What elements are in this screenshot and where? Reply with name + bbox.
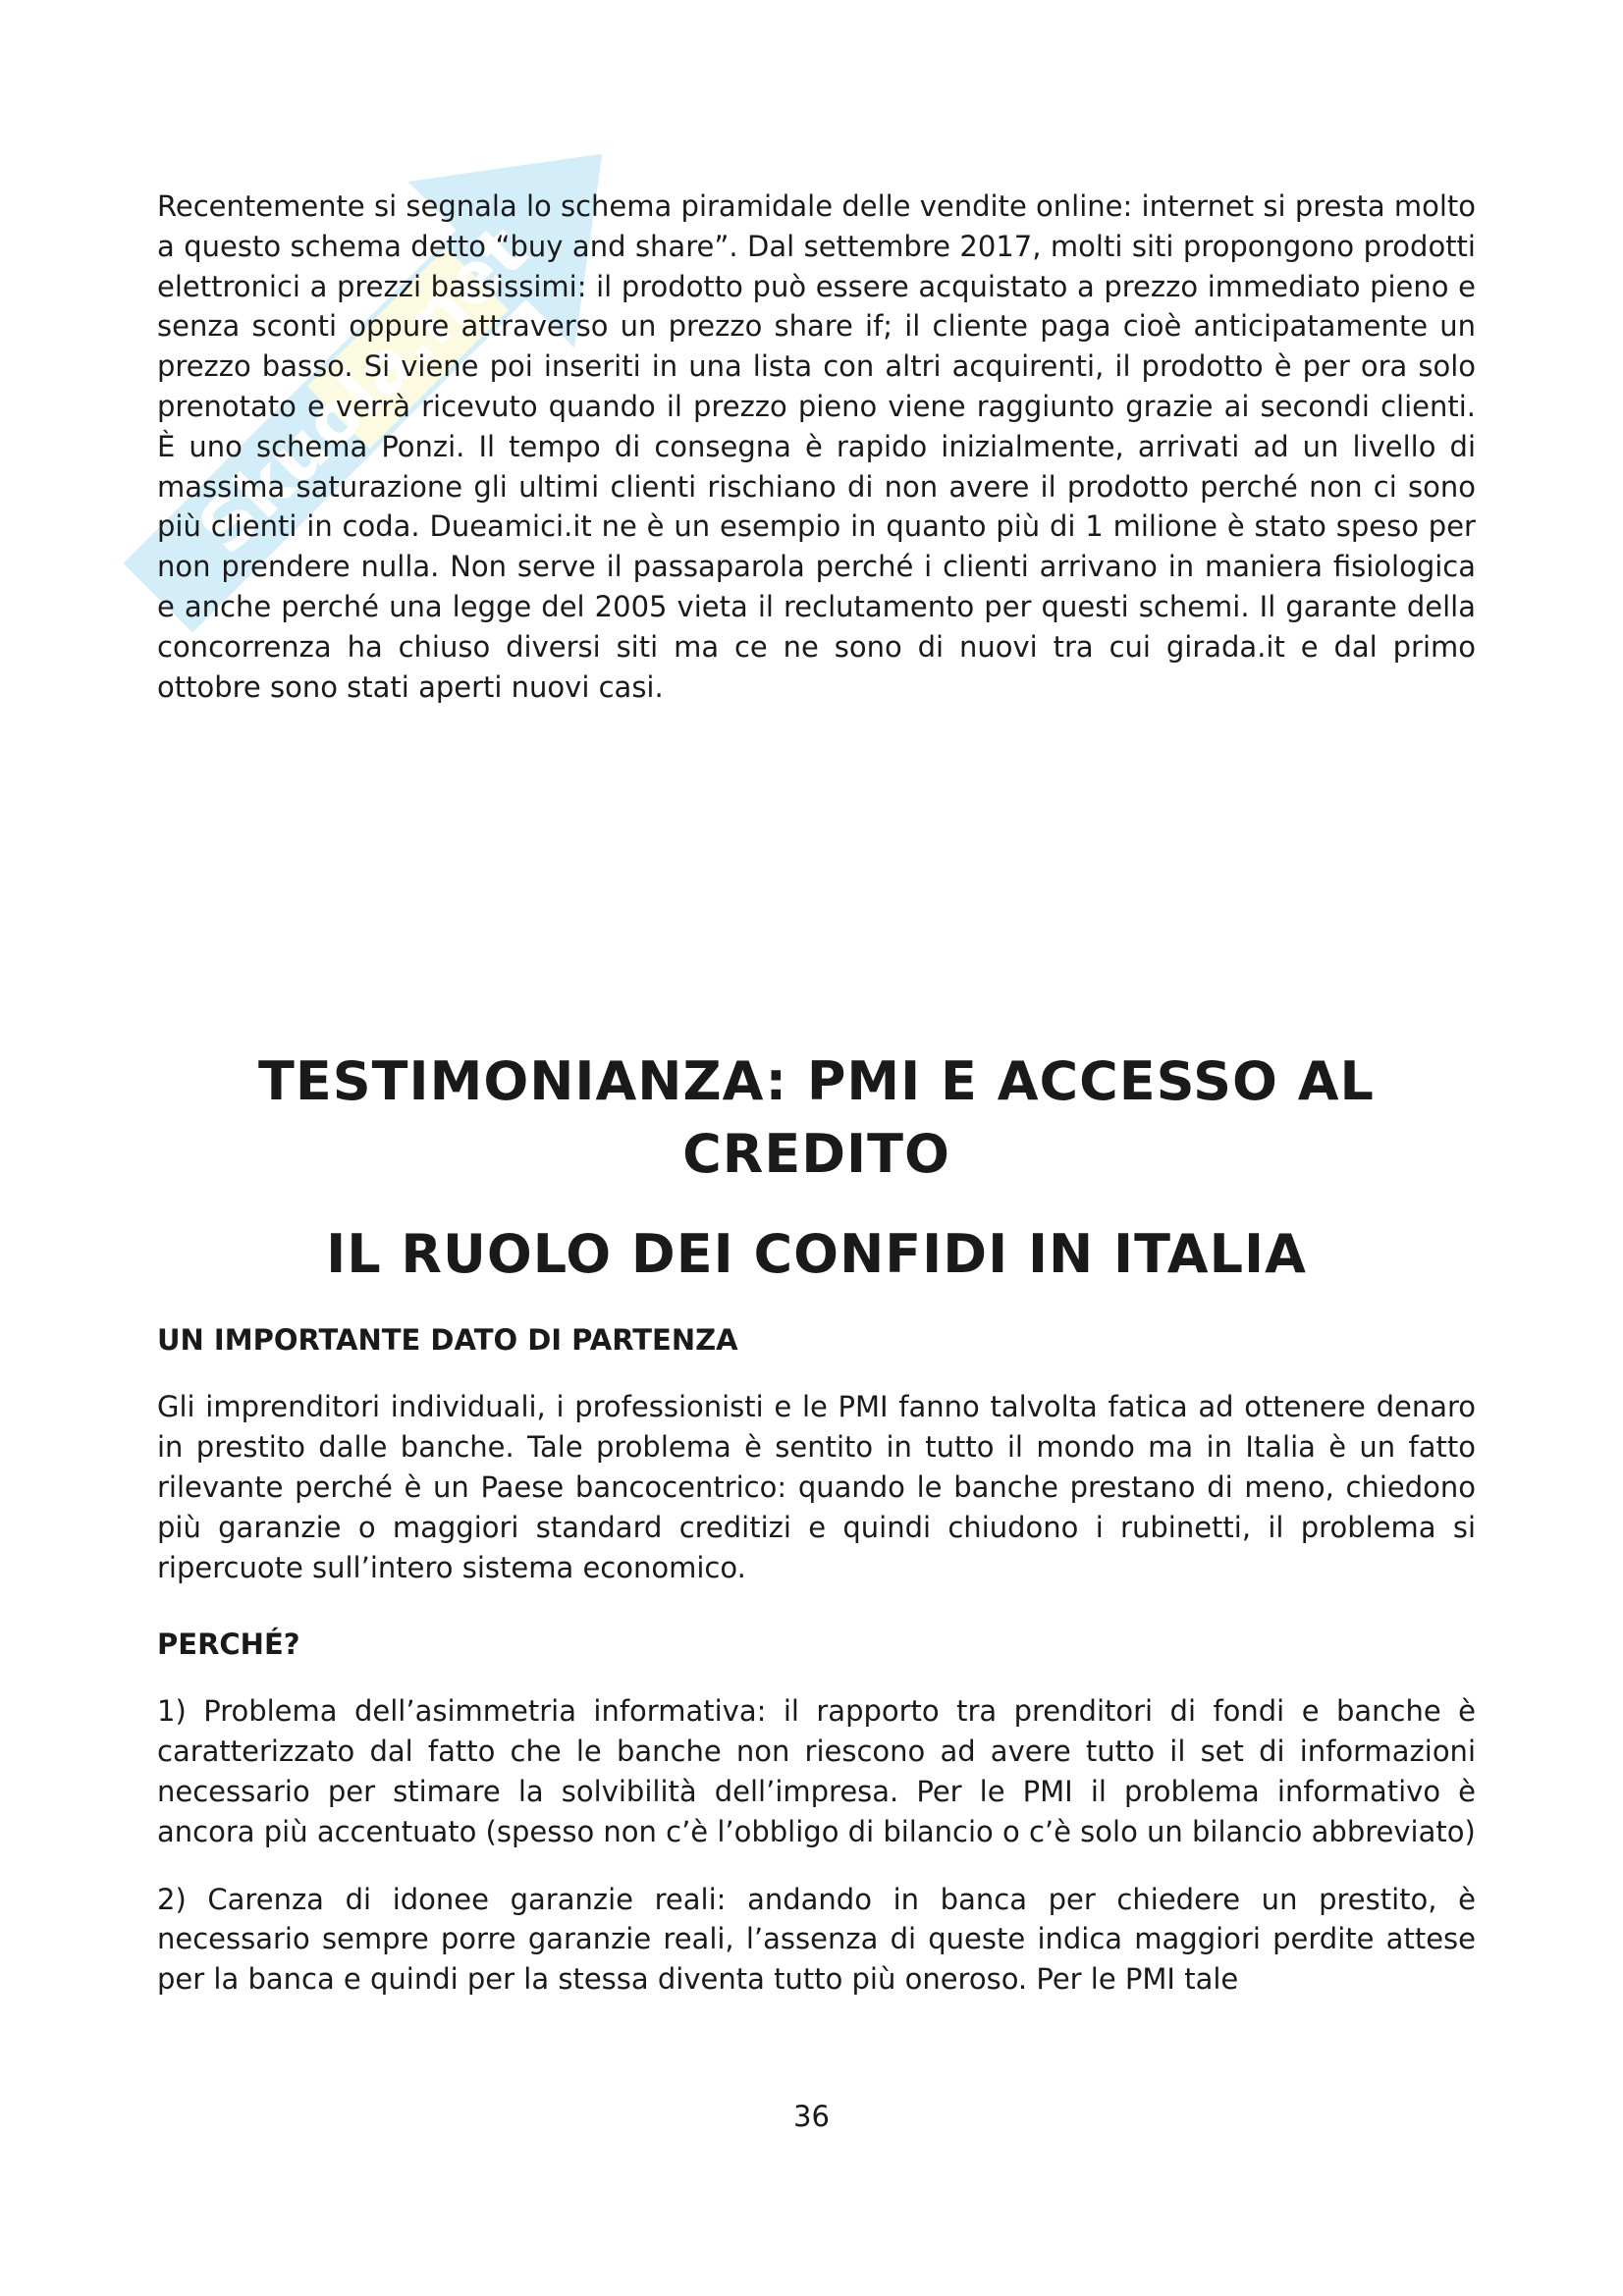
intro-paragraph: Recentemente si segnala lo schema piramidale delle vendite online: internet si presta molto a questo schema detto “buy and share”. Dal settembre 2017, molti siti propongono prodotti elettronici a prezzi bassissimi: il prodotto può essere acquistato a prezzo immediato pieno e senza sconti oppure attraverso un prezzo share if; il cliente paga cioè anticipatamente un prezzo basso. Si viene poi inseriti in una lista con altri acquirenti, il prodotto è per ora solo prenotato e verrà ricevuto quando il prezzo pieno viene raggiunto grazie ai secondi clienti. È uno schema Ponzi. Il tempo di consegna è rapido inizialmente, arrivati ad un livello di massima saturazione gli ultimi clienti rischiano di non avere il prodotto perché non ci sono più clienti in coda. Dueamici.it ne è un esempio in quanto più di 1 milione è stato speso per non prendere nulla. Non serve il passaparola perché i clienti arrivano in maniera fisiologica e anche perché una legge del 2005 vieta il reclutamento per questi schemi. Il garante della concorrenza ha chiuso diversi siti ma ce ne sono di nuovi tra cui girada.it e dal primo ottobre sono stati aperti nuovi casi. <box>157 189 1476 704</box>
document-title: TESTIMONIANZA: PMI E ACCESSO AL CREDITO <box>258 1050 1375 1186</box>
document-subtitle: IL RUOLO DEI CONFIDI IN ITALIA <box>326 1223 1307 1286</box>
section-paragraph: Gli imprenditori individuali, i professionisti e le PMI fanno talvolta fatica ad ottenere denaro in prestito dalle banche. Tale problema è sentito in tutto il mondo ma in Italia è un fatto rilevante perché è un Paese bancocentrico: quando le banche prestano di meno, chiedono più garanzie o maggiori standard creditizi e quindi chiudono i rubinetti, il problema si ripercuote sull’intero sistema economico. <box>157 1390 1476 1584</box>
vertical-spacer <box>157 707 1476 1045</box>
document-page <box>157 187 1476 2000</box>
section-paragraph-point-1: 1) Problema dell’asimmetria informativa: il rapporto tra prenditori di fondi e banche è caratterizzato dal fatto che le banche non riescono ad avere tutto il set di informazioni necessario per stimare la solvibilità dell’impresa. Per le PMI il problema informativo è ancora più accentuato (spesso non c’è l’obbligo di bilancio o c’è solo un bilancio abbreviato) <box>157 1694 1476 1848</box>
section-paragraph-point-2: 2) Carenza di idonee garanzie reali: andando in banca per chiedere un prestito, è necessario sempre porre garanzie reali, l’assenza di queste indica maggiori perdite attese per la banca e quindi per la stessa diventa tutto più oneroso. Per le PMI tale <box>157 1882 1476 1997</box>
section-why <box>157 1625 1476 2000</box>
section-heading: PERCHÉ? <box>157 1628 300 1662</box>
section-heading: UN IMPORTANTE DATO DI PARTENZA <box>157 1323 738 1358</box>
page-number: 36 <box>793 2100 830 2133</box>
watermark-text: Skuola.net <box>182 208 543 570</box>
section-starting-data <box>157 1320 1476 1587</box>
